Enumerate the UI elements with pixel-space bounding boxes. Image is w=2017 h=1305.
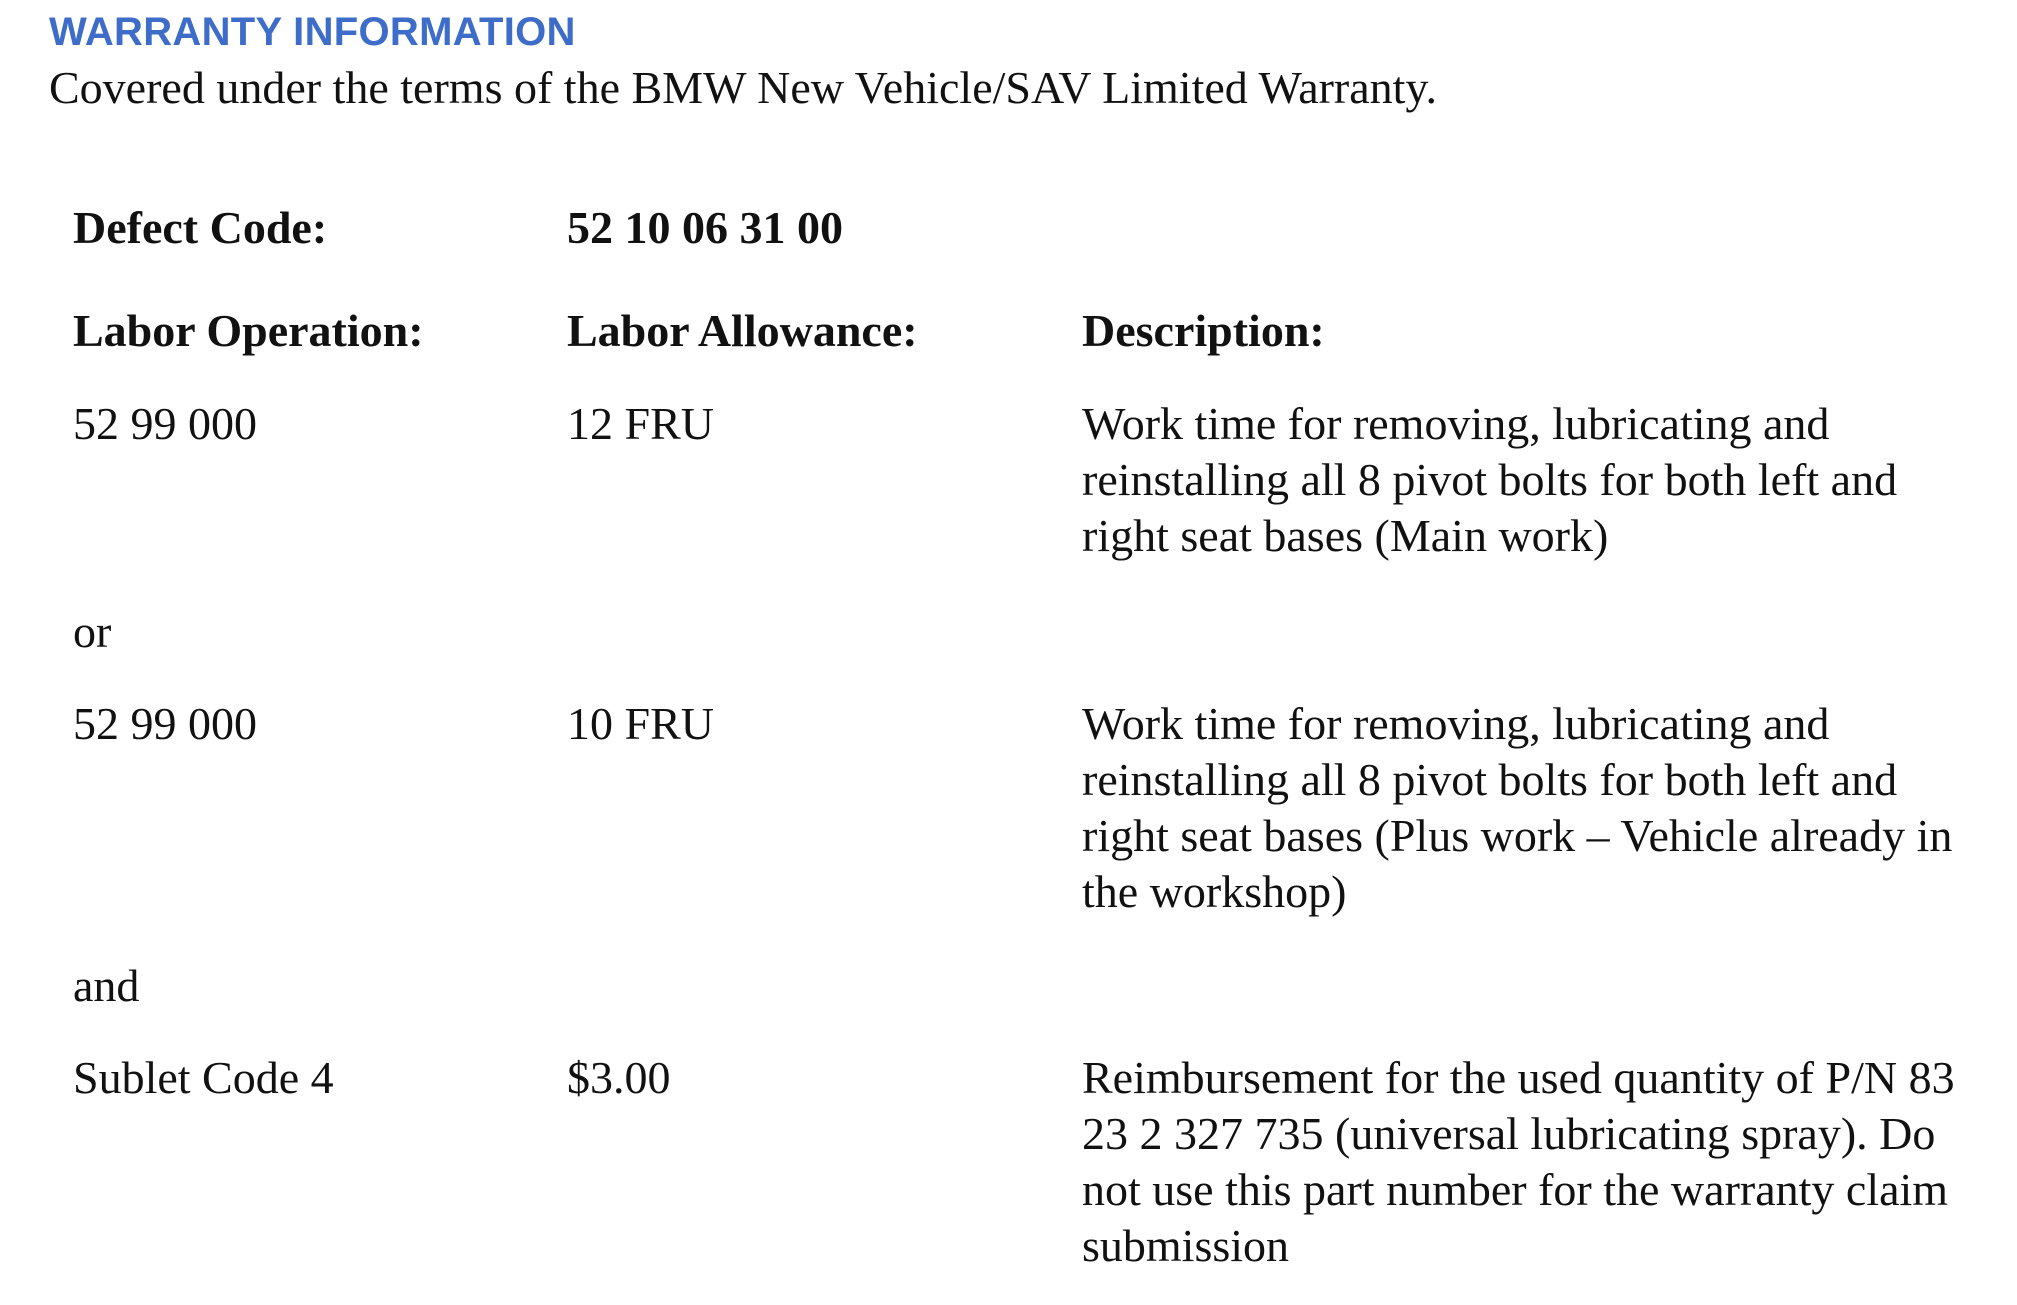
defect-code-label: Defect Code:	[73, 202, 328, 253]
labor-operation-cell: 52 99 000	[73, 398, 257, 449]
labor-operation-cell: 52 99 000	[73, 698, 257, 749]
labor-allowance-cell: $3.00	[567, 1052, 671, 1103]
labor-operation-header: Labor Operation:	[73, 305, 424, 356]
section-heading: WARRANTY INFORMATION	[49, 10, 576, 54]
connector-and: and	[73, 960, 140, 1011]
description-cell: Reimbursement for the used quantity of P/N 83 23 2 327 735 (universal lubricating spray). Do not use this part number for the warranty claim submission	[1082, 1052, 1955, 1271]
labor-allowance-cell: 12 FRU	[567, 398, 714, 449]
warranty-intro-text: Covered under the terms of the BMW New Vehicle/SAV Limited Warranty.	[49, 62, 1437, 113]
description-header: Description:	[1082, 305, 1325, 356]
defect-code-value: 52 10 06 31 00	[567, 202, 843, 253]
labor-allowance-cell: 10 FRU	[567, 698, 714, 749]
description-cell: Work time for removing, lubricating and reinstalling all 8 pivot bolts for both left and right seat bases (Main work)	[1082, 398, 1898, 561]
description-cell: Work time for removing, lubricating and reinstalling all 8 pivot bolts for both left and right seat bases (Plus work – Vehicle already in the workshop)	[1082, 698, 1953, 917]
labor-allowance-header: Labor Allowance:	[567, 305, 918, 356]
connector-or: or	[73, 606, 112, 657]
labor-operation-cell: Sublet Code 4	[73, 1052, 334, 1103]
